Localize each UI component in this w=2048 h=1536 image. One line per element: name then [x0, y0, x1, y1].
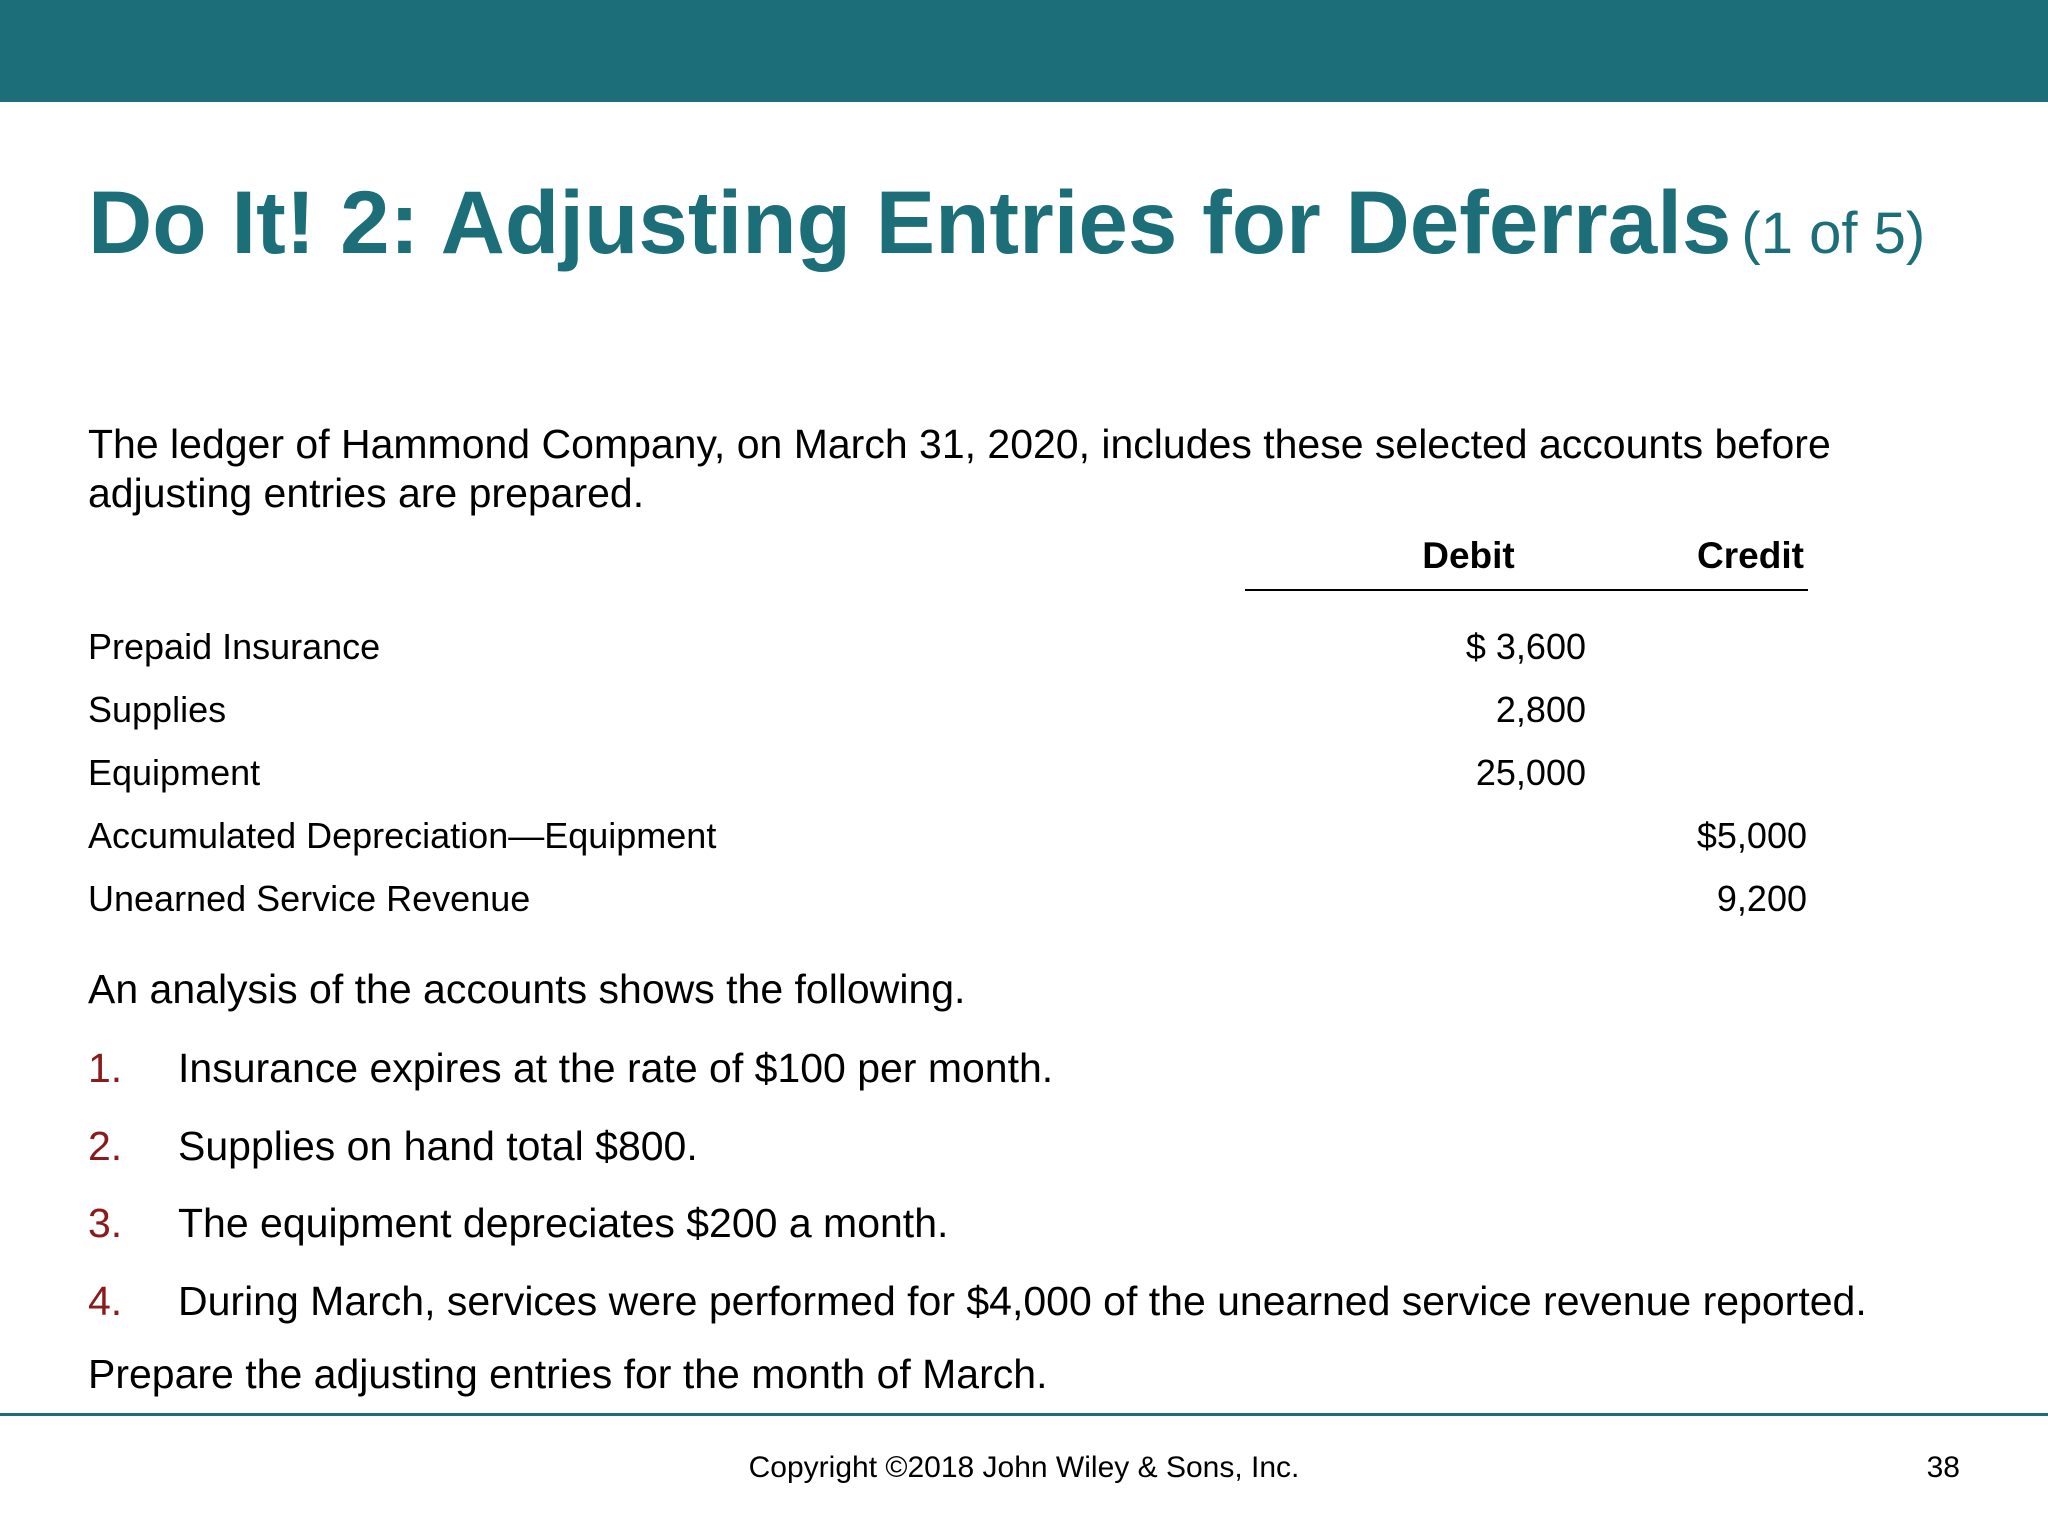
account-name: Accumulated Depreciation—Equipment [88, 815, 717, 856]
item-number: 3. [88, 1200, 123, 1246]
debit-column-header: Debit [1422, 535, 1515, 576]
top-banner [0, 0, 2048, 102]
debit-amount: 25,000 [1475, 752, 1586, 793]
title-main: Do It! 2: Adjusting Entries for Deferrals [88, 172, 1732, 272]
title-part-indicator: (1 of 5) [1741, 201, 1926, 266]
credit-amount: $5,000 [1696, 815, 1807, 856]
item-number: 4. [88, 1277, 123, 1324]
debit-amount: $ 3,600 [1465, 626, 1586, 667]
item-text: The equipment depreciates $200 a month. [178, 1200, 949, 1246]
account-name: Supplies [88, 689, 227, 730]
credit-amount: 9,200 [1716, 878, 1807, 919]
header-underline [1245, 589, 1808, 591]
ledger-table [88, 530, 1808, 919]
copyright-notice: Copyright ©2018 John Wiley & Sons, Inc. [748, 1451, 1300, 1484]
item-text: During March, services were performed for $4,000 of the unearned service revenue reported. [178, 1277, 1867, 1324]
item-text: Insurance expires at the rate of $100 per month. [178, 1045, 1054, 1091]
list-item [88, 1042, 2008, 1120]
debit-amount: 2,800 [1495, 689, 1586, 730]
list-item [88, 1120, 2008, 1198]
intro-paragraph: The ledger of Hammond Company, on March 31, 2020, includes these selected accounts before adjusting entries are prepared. [88, 421, 1831, 516]
list-item [88, 1275, 2008, 1353]
ledger-row [88, 868, 1808, 930]
instruction-text: Prepare the adjusting entries for the month of March. [88, 1351, 1048, 1397]
item-text: Supplies on hand total $800. [178, 1122, 698, 1169]
slide-title [88, 172, 1926, 272]
account-name: Unearned Service Revenue [88, 878, 531, 919]
item-number: 2. [88, 1122, 123, 1169]
ledger-row [88, 679, 1808, 741]
item-number: 1. [88, 1045, 123, 1091]
ledger-row [88, 805, 1808, 867]
analysis-lead: An analysis of the accounts shows the following. [88, 966, 966, 1012]
account-name: Prepaid Insurance [88, 626, 381, 667]
account-name: Equipment [88, 752, 261, 793]
footer-divider [0, 1413, 2048, 1416]
credit-column-header: Credit [1697, 535, 1804, 576]
analysis-list [88, 1042, 2008, 1352]
ledger-row [88, 742, 1808, 804]
ledger-row [88, 616, 1808, 678]
page-number: 38 [1926, 1451, 1960, 1484]
list-item [88, 1197, 2008, 1275]
